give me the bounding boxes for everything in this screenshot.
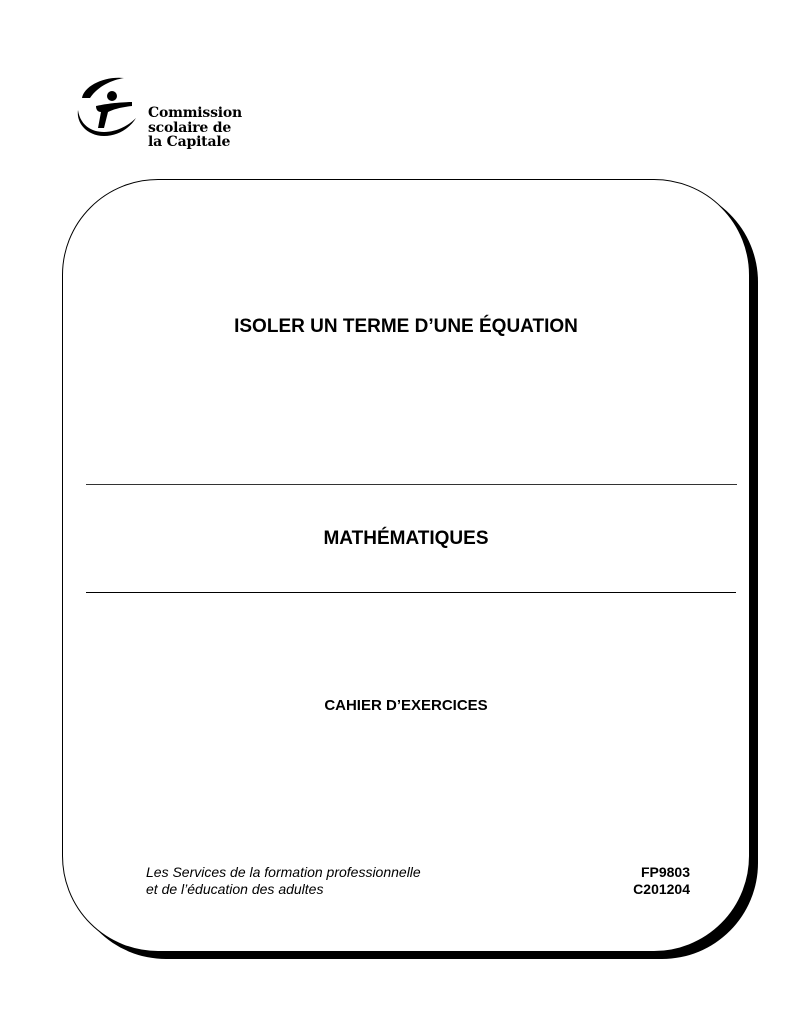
logo-line-1: Commission [148, 105, 243, 121]
divider-bottom [86, 592, 736, 593]
publisher-line-1: Les Services de la formation professionnelle [146, 864, 421, 880]
document-codes [633, 864, 690, 898]
subject-heading: MATHÉMATIQUES [323, 528, 489, 549]
divider-top [86, 484, 737, 485]
code-fp: FP9803 [640, 864, 690, 880]
cover-card [62, 179, 750, 952]
book-type-label: CAHIER D’EXERCICES [324, 697, 488, 714]
organization-logo [74, 72, 244, 152]
publisher-block [146, 864, 421, 898]
logo-line-2: scolaire de [148, 119, 232, 136]
code-c: C201204 [633, 881, 690, 897]
logo-figure-icon [74, 72, 146, 144]
document-title: ISOLER UN TERME D’UNE ÉQUATION [234, 316, 578, 337]
logo-wordmark [148, 106, 242, 150]
publisher-line-2: et de l’éducation des adultes [146, 881, 324, 897]
logo-line-3: la Capitale [148, 134, 231, 150]
